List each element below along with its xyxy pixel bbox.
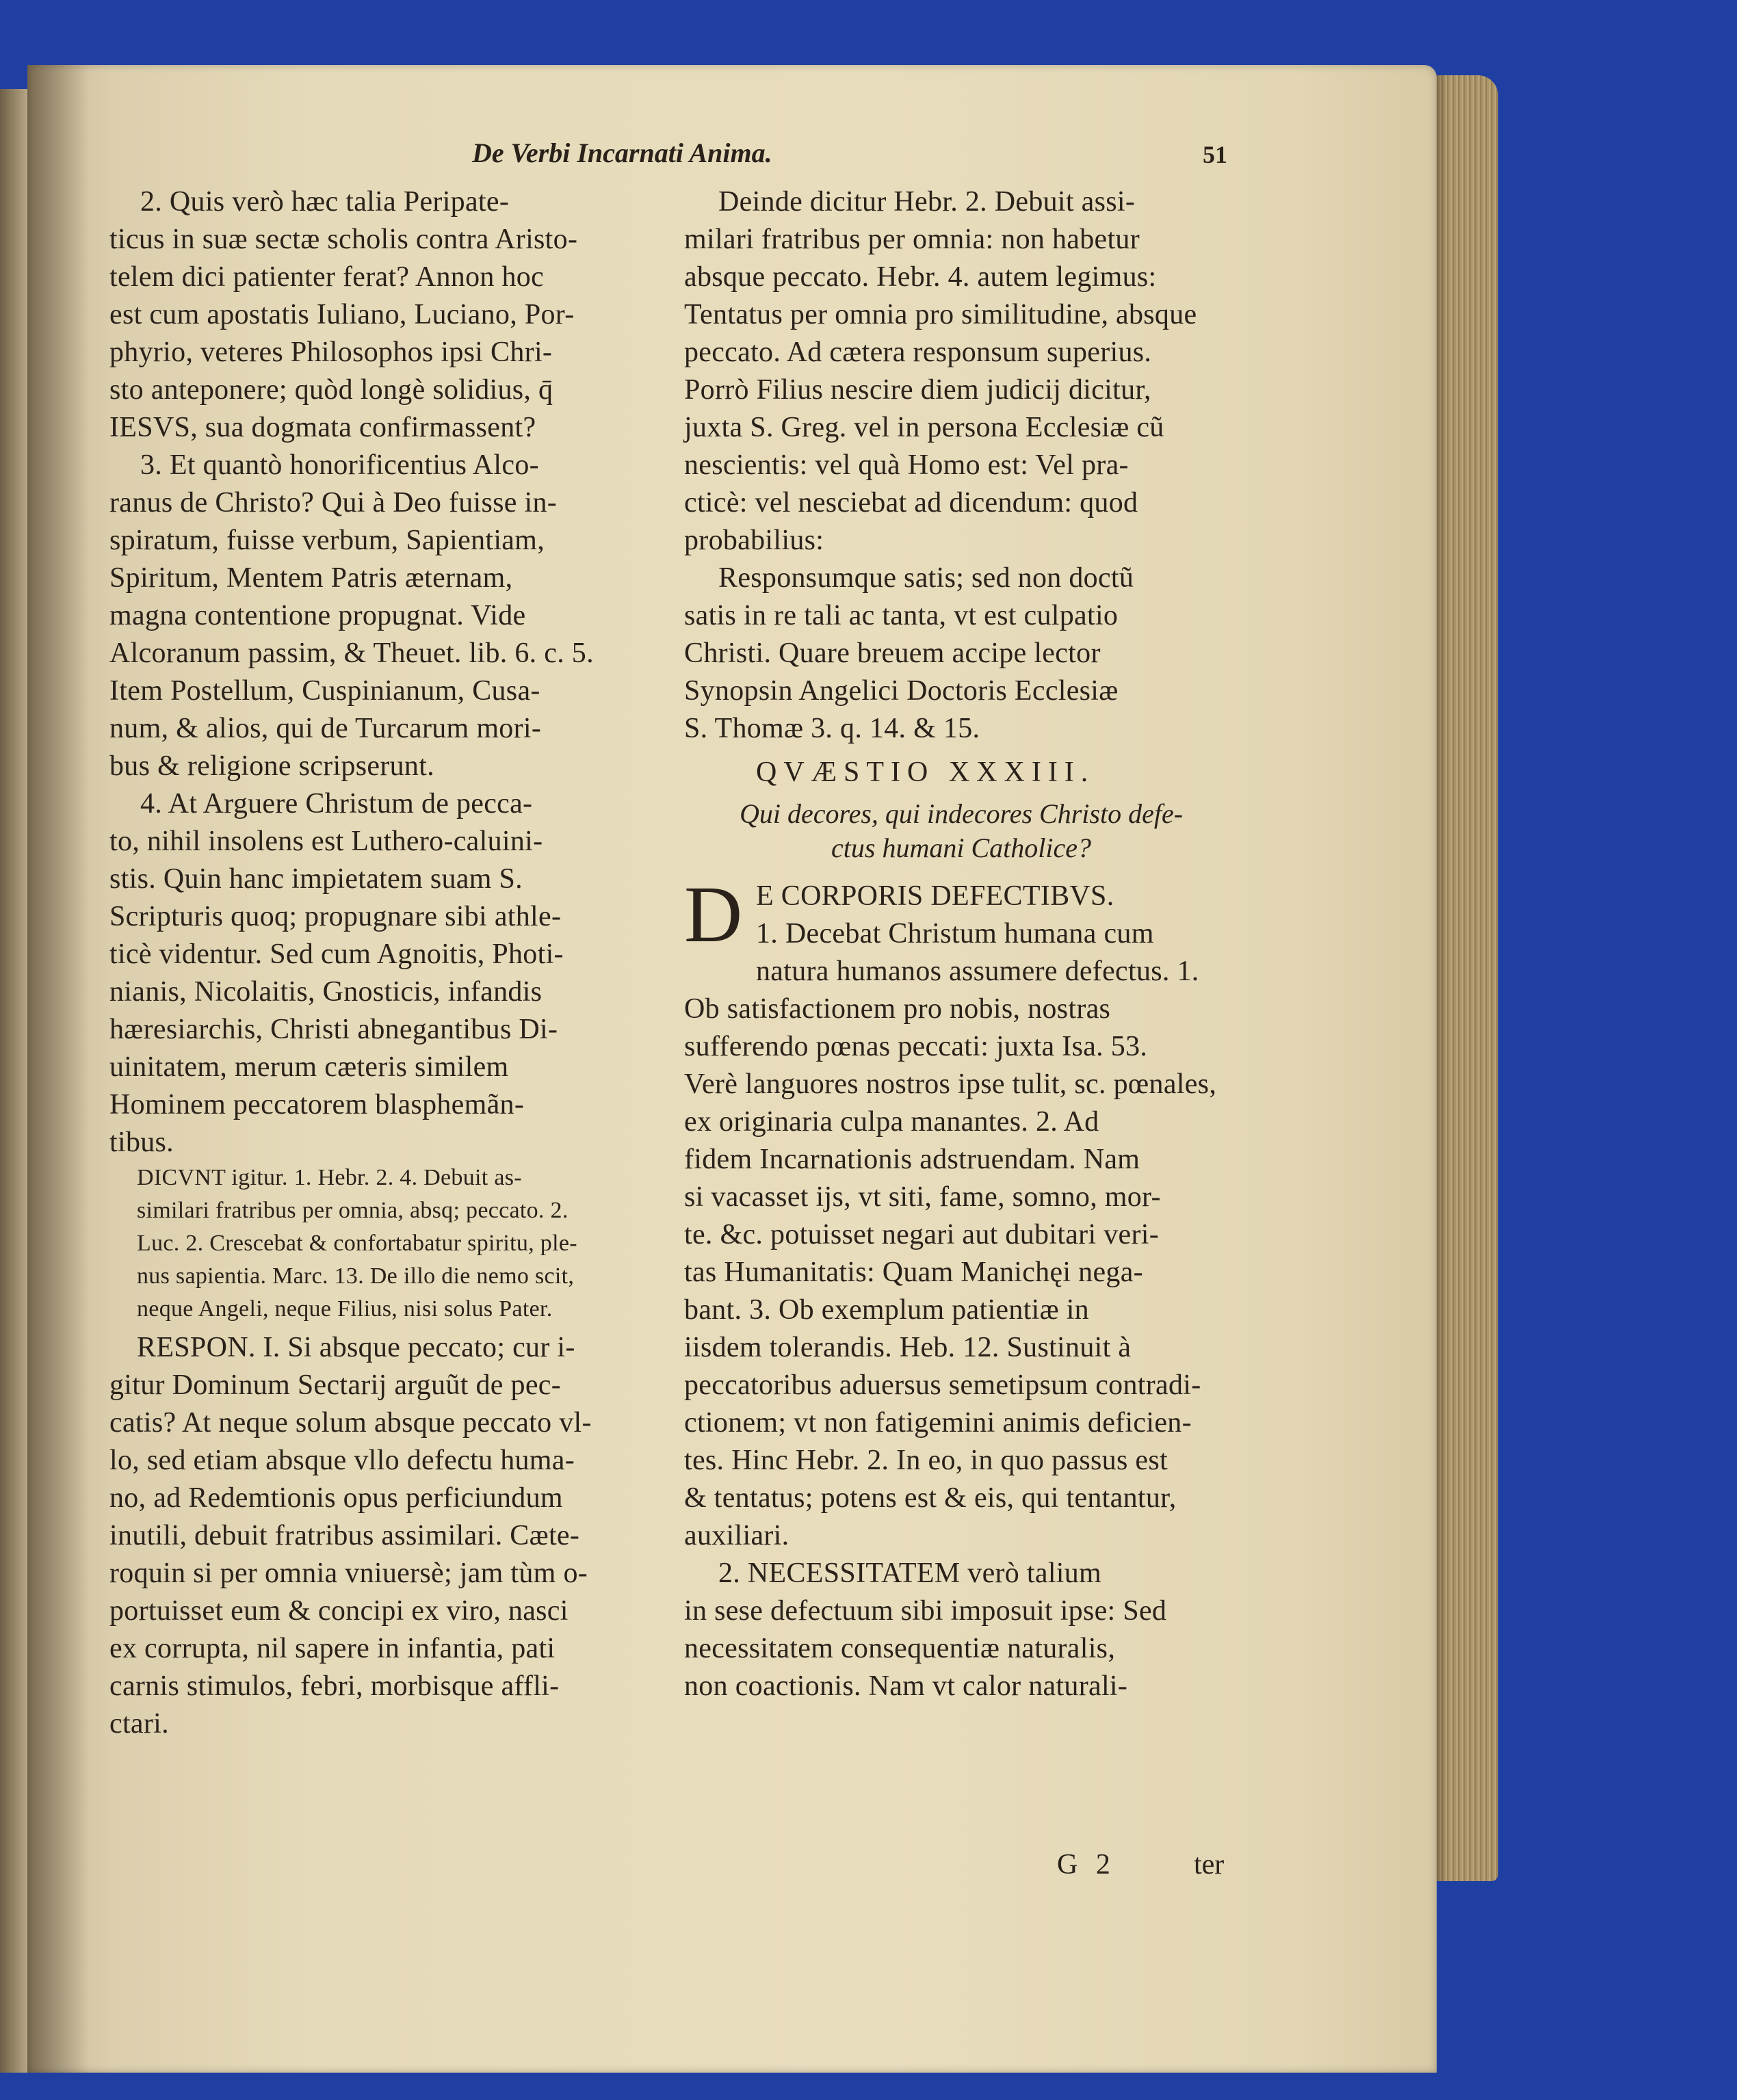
text-line: ctionem; vt non fatigemini animis deficien- [684,1407,1192,1439]
text-line: non coactionis. Nam vt calor naturali- [684,1670,1128,1702]
previous-page-edge [0,89,27,2073]
text-line: probabilius: [684,525,824,556]
text-line: ex originaria culpa manantes. 2. Ad [684,1106,1099,1138]
text-line: natura humanos assumere defectus. 1. [756,956,1199,987]
gutter-shadow [27,65,89,2073]
text-line: nescientis: vel quà Homo est: Vel pra- [684,449,1129,481]
text-line: inutili, debuit fratribus assimilari. Cæte- [109,1520,580,1551]
text-line: S. Thomæ 3. q. 14. & 15. [684,713,980,744]
text-line: Porrò Filius nescire diem judicij dicitur, [684,374,1151,406]
text-line: & tentatus; potens est & eis, qui tentantur, [684,1482,1177,1514]
text-line: stis. Quin hanc impietatem suam S. [109,863,523,895]
text-line: DICVNT igitur. 1. Hebr. 2. 4. Debuit as- [137,1165,522,1190]
text-line: phyrio, veteres Philosophos ipsi Chri- [109,337,553,368]
text-line: Alcoranum passim, & Theuet. lib. 6. c. 5. [109,638,594,669]
text-line: auxiliari. [684,1520,789,1551]
text-line: neque Angeli, neque Filius, nisi solus Pater. [137,1296,553,1322]
text-line: tes. Hinc Hebr. 2. In eo, in quo passus est [684,1445,1168,1476]
text-line: 4. At Arguere Christum de pecca- [140,788,533,819]
text-line: Spiritum, Mentem Patris æternam, [109,562,513,594]
text-line: 2. Quis verò hæc talia Peripate- [140,186,510,218]
text-line: iisdem tolerandis. Heb. 12. Sustinuit à [684,1332,1132,1363]
text-line: peccato. Ad cætera responsum superius. [684,337,1152,368]
text-line: in sese defectuum sibi imposuit ipse: Sed [684,1595,1167,1627]
text-line: est cum apostatis Iuliano, Luciano, Por- [109,299,575,330]
catchword: ter [1194,1849,1225,1880]
question-heading: QVÆSTIO XXXIII. [756,757,1095,788]
text-line: sto anteponere; quòd longè solidius, q̄ [109,374,553,406]
text-line: Verè languores nostros ipse tulit, sc. pœnales, [684,1068,1217,1100]
running-head: De Verbi Incarnati Anima. [472,137,772,168]
text-line: satis in re tali ac tanta, vt est culpatio [684,600,1119,631]
text-line: num, & alios, qui de Turcarum mori- [109,713,542,744]
text-line: lo, sed etiam absque vllo defectu huma- [109,1445,575,1476]
text-line: catis? At neque solum absque peccato vl- [109,1407,592,1439]
text-line: 1. Decebat Christum humana cum [756,918,1154,949]
text-line: bus & religione scripserunt. [109,750,434,782]
text-line: peccatoribus aduersus semetipsum contradi- [684,1369,1201,1401]
text-line: spiratum, fuisse verbum, Sapientiam, [109,525,545,556]
text-line: IESVS, sua dogmata confirmassent? [109,412,536,443]
drop-cap: D [684,869,743,959]
text-line: bant. 3. Ob exemplum patientiæ in [684,1294,1089,1326]
text-line: Responsumque satis; sed non doctũ [718,562,1134,594]
text-line: juxta S. Greg. vel in persona Ecclesiæ cũ [684,412,1164,443]
text-line: nus sapientia. Marc. 13. De illo die nemo scit, [137,1263,575,1289]
text-line: to, nihil insolens est Luthero-caluini- [109,826,543,857]
text-line: ctari. [109,1708,169,1740]
text-line: tas Humanitatis: Quam Manichęi nega- [684,1257,1143,1288]
text-line: ranus de Christo? Qui à Deo fuisse in- [109,487,558,519]
text-line: portuisset eum & concipi ex viro, nasci [109,1595,569,1627]
text-line: similari fratribus per omnia, absq; peccato. 2. [137,1198,569,1223]
text-line: ticus in suæ sectæ scholis contra Aristo- [109,224,578,255]
text-line: Luc. 2. Crescebat & confortabatur spiritu, ple- [137,1231,577,1256]
text-line: te. &c. potuisset negari aut dubitari veri- [684,1219,1160,1250]
text-line: tibus. [109,1127,174,1158]
text-line: no, ad Redemtionis opus perficiundum [109,1482,563,1514]
text-line: gitur Dominum Sectarij arguũt de pec- [109,1369,561,1401]
text-line: magna contentione propugnat. Vide [109,600,526,631]
page-number: 51 [1203,141,1227,168]
text-line: telem dici patienter ferat? Annon hoc [109,261,545,293]
text-line: roquin si per omnia vniuersè; jam tùm o- [109,1558,588,1589]
text-line: E CORPORIS DEFECTIBVS. [756,880,1114,912]
text-line: si vacasset ijs, vt siti, fame, somno, mor- [684,1181,1161,1213]
text-line: ex corrupta, nil sapere in infantia, pati [109,1633,556,1664]
text-line: Christi. Quare breuem accipe lector [684,638,1101,669]
text-line: Item Postellum, Cuspinianum, Cusa- [109,675,540,707]
signature-mark: G 2 [1057,1849,1116,1880]
text-line: Deinde dicitur Hebr. 2. Debuit assi- [718,186,1136,218]
text-line: fidem Incarnationis adstruendam. Nam [684,1144,1140,1175]
text-line: necessitatem consequentiæ naturalis, [684,1633,1116,1664]
text-line: Synopsin Angelici Doctoris Ecclesiæ [684,675,1119,707]
text-line: hæresiarchis, Christi abnegantibus Di- [109,1014,558,1045]
text-line: Scripturis quoq; propugnare sibi athle- [109,901,562,932]
text-line: Hominem peccatorem blasphemãn- [109,1089,525,1120]
text-line: ticè videntur. Sed cum Agnoitis, Photi- [109,939,564,970]
text-line: RESPON. I. Si absque peccato; cur i- [137,1332,575,1363]
text-line: milari fratribus per omnia: non habetur [684,224,1140,255]
text-line: absque peccato. Hebr. 4. autem legimus: [684,261,1157,293]
text-line: carnis stimulos, febri, morbisque affli- [109,1670,560,1702]
text-line: 3. Et quantò honorificentius Alco- [140,449,539,481]
text-line: nianis, Nicolaitis, Gnosticis, infandis [109,976,543,1008]
text-line: uinitatem, merum cæteris similem [109,1051,509,1083]
text-line: Ob satisfactionem pro nobis, nostras [684,993,1111,1025]
text-line: cticè: vel nesciebat ad dicendum: quod [684,487,1138,519]
text-line: Tentatus per omnia pro similitudine, absque [684,299,1197,330]
text-line: 2. NECESSITATEM verò talium [718,1558,1102,1589]
text-line: sufferendo pœnas peccati: juxta Isa. 53. [684,1031,1148,1062]
question-title: Qui decores, qui indecores Christo defe-ctus humani Catholice? [739,798,1184,863]
